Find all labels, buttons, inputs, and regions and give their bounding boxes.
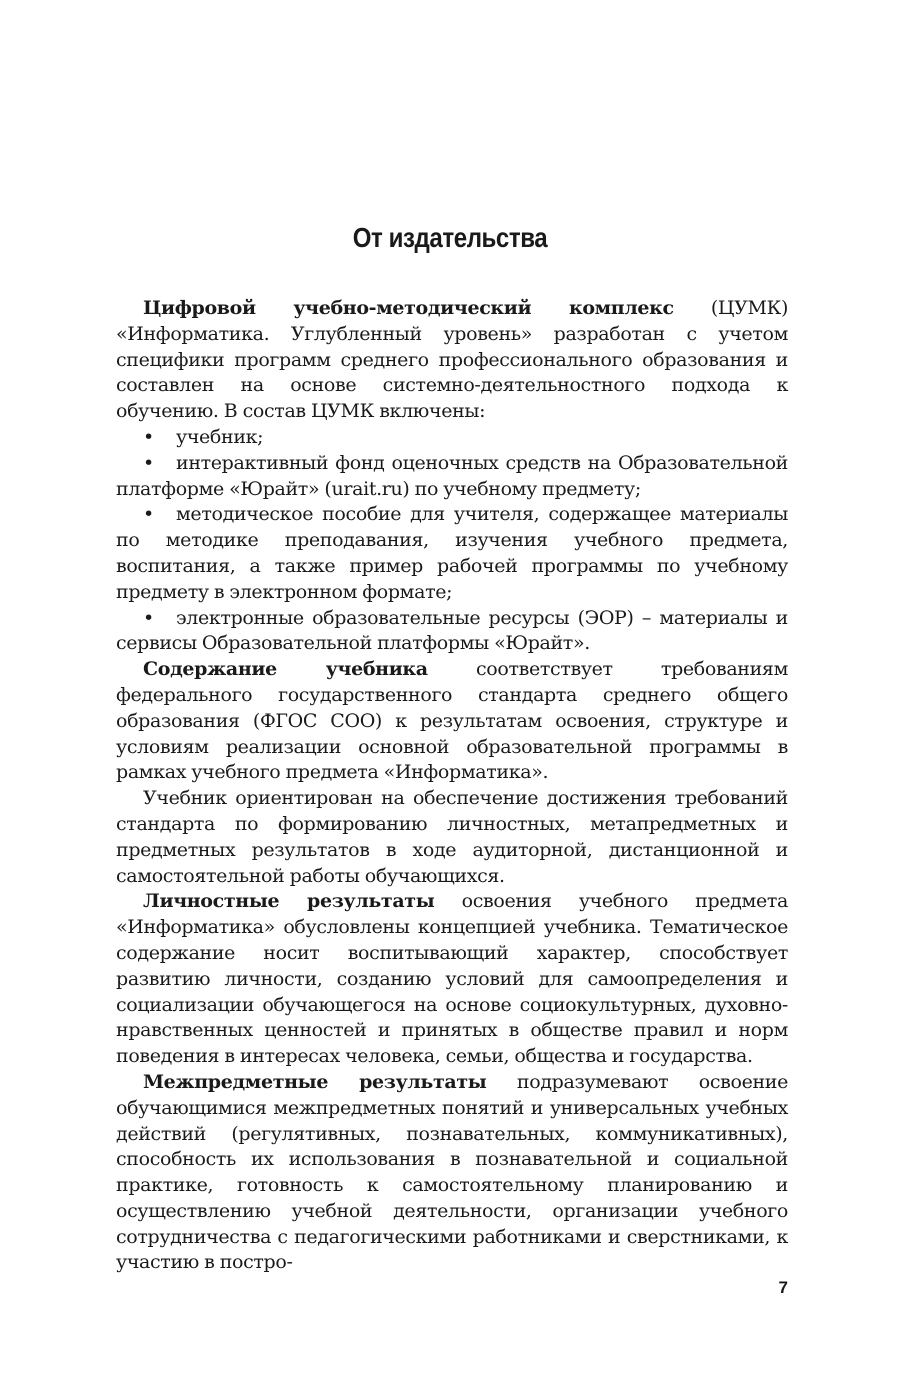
paragraph-content [116, 657, 788, 786]
paragraph-intro-text: (ЦУМК) «Информатика. Углубленный уровень» разработан с учетом специфики программ среднего профессионального образования и составлен на основе системно-деятельностного подхода к обучению. В состав ЦУМК включены: [116, 297, 789, 423]
list-item [116, 502, 788, 605]
paragraph-content-text: соответствует требованиям федерального государственного стандарта среднего общего образования (ФГОС СОО) к результатам освоения, структуре и условиям реализации основной образовательной программы в рамках учебного предмета «Информатика». [116, 658, 788, 784]
page-number: 7 [778, 1278, 788, 1297]
paragraph-interdisciplinary-results [116, 1070, 788, 1276]
bullet-icon: • [143, 503, 154, 526]
paragraph-interdisciplinary-results-text: подразумевают освоение обучающимися межпредметных понятий и универсальных учебных действий (регулятивных, познавательных, коммуникативных), способность их использования в познавательной и социальной практике, готовность к самостоятельному планированию и осуществлению учебной деятельности, организации учебного сотрудничества с педагогическими работниками и сверстниками, к участию в постро- [116, 1070, 788, 1274]
list-item-text: учебник; [176, 425, 264, 448]
bullet-icon: • [143, 606, 154, 629]
list-item [116, 606, 788, 658]
list-item-text: электронные образовательные ресурсы (ЭОР) – материалы и сервисы Образовательной платформы «Юрайт». [116, 606, 788, 655]
page-heading: От издательства [352, 222, 548, 253]
paragraph-intro [116, 296, 788, 425]
bullet-icon: • [143, 451, 154, 474]
paragraph-personal-results-text: освоения учебного предмета «Информатика» обусловлены концепцией учебника. Тематическое содержание носит воспитывающий характер, способствует развитию личности, созданию условий для самоопределения и социализации обучающегося на основе социокультурных, духовно-нравственных ценностей и принятых в обществе правил и норм поведения в интересах человека, семьи, общества и государства. [116, 890, 788, 1068]
bullet-icon: • [143, 425, 154, 448]
term-tsumk: Цифровой учебно-методический комплекс [143, 297, 674, 319]
list-item [116, 451, 788, 503]
list-item [116, 425, 788, 451]
term-interdisciplinary-results: Межпредметные результаты [143, 1070, 487, 1093]
paragraph-orientation [116, 786, 788, 889]
body-text [116, 296, 788, 1276]
paragraph-personal-results [116, 889, 788, 1070]
list-item-text: методическое пособие для учителя, содержащее материалы по методике преподавания, изучения учебного предмета, воспитания, а также пример рабочей программы по учебному предмету в электронном формате; [116, 503, 788, 603]
term-personal-results: Личностные результаты [143, 890, 435, 913]
paragraph-orientation-text: Учебник ориентирован на обеспечение достижения требований стандарта по формированию личностных, метапредметных и предметных результатов в ходе аудиторной, дистанционной и самостоятельной работы обучающихся. [116, 787, 788, 887]
list-item-text: интерактивный фонд оценочных средств на Образовательной платформе «Юрайт» (urait.ru) по учебному предмету; [116, 451, 788, 500]
term-content: Содержание учебника [143, 658, 428, 681]
